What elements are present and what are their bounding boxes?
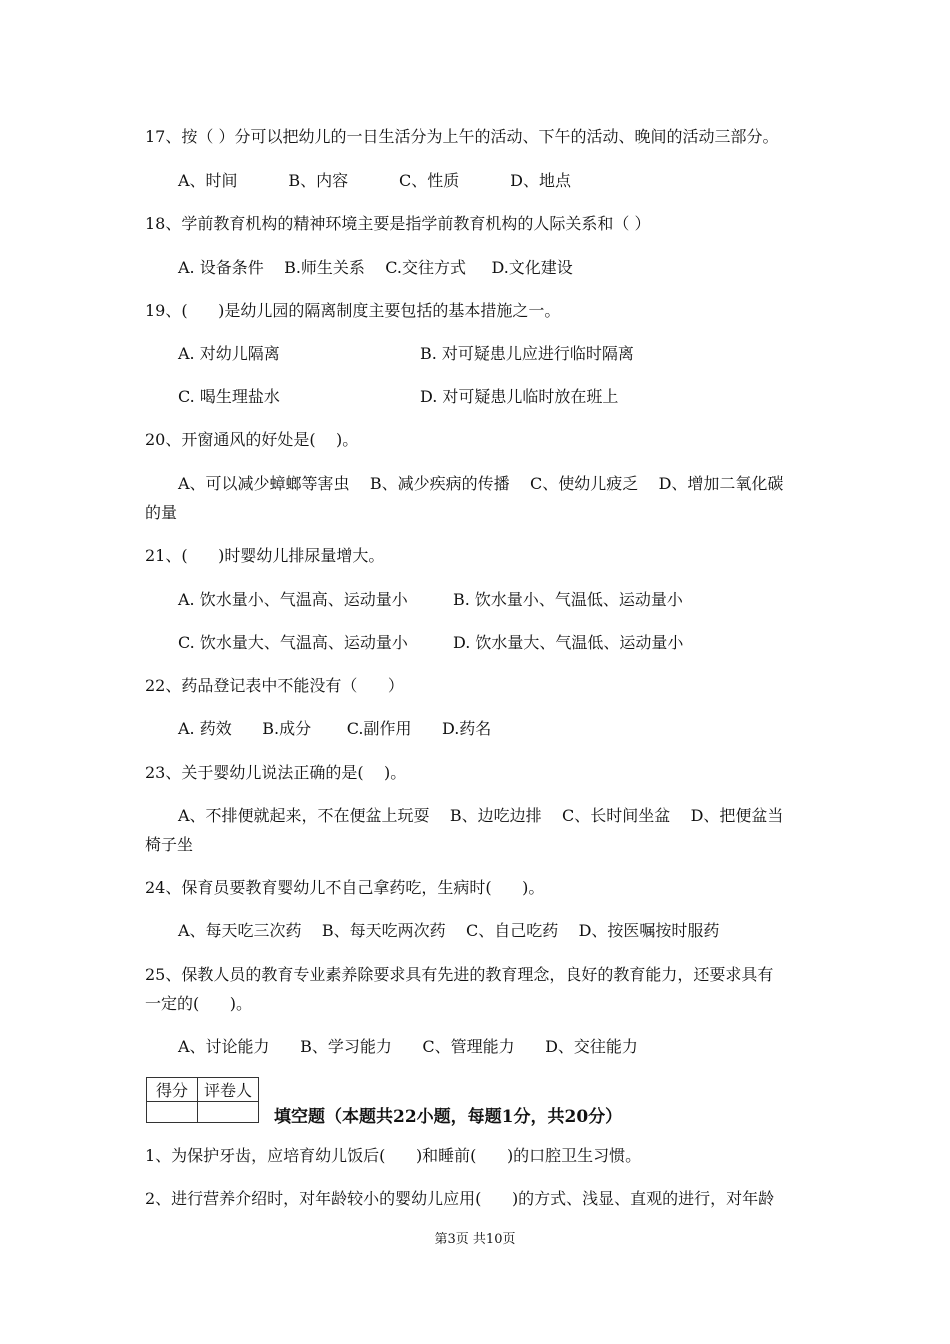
score-box — [146, 1077, 259, 1123]
q20-options: A、可以减少蟑螂等害虫 B、减少疾病的传播 C、使幼儿疲乏 D、增加二氧化碳 — [178, 474, 784, 493]
grader-label: 评卷人 — [198, 1078, 259, 1102]
fill-q1: 1、为保护牙齿，应培育幼儿饭后( )和睡前( )的口腔卫生习惯。 — [145, 1146, 642, 1165]
q19-option-c: C. 喝生理盐水 — [178, 387, 280, 406]
q21-stem: 21、( )时婴幼儿排尿量增大。 — [145, 546, 385, 565]
fill-q2: 2、进行营养介绍时，对年龄较小的婴幼儿应用( )的方式、浅显、直观的进行，对年龄 — [145, 1189, 775, 1208]
q20-options-cont: 的量 — [145, 503, 178, 522]
q25-options: A、讨论能力 B、学习能力 C、管理能力 D、交往能力 — [178, 1037, 638, 1056]
q24-options: A、每天吃三次药 B、每天吃两次药 C、自己吃药 D、按医嘱按时服药 — [178, 921, 720, 940]
q18-stem: 18、学前教育机构的精神环境主要是指学前教育机构的人际关系和（ ） — [145, 214, 651, 233]
grader-cell — [198, 1102, 259, 1123]
q25-stem-cont: 一定的( )。 — [145, 994, 253, 1013]
q22-stem: 22、药品登记表中不能没有（ ） — [145, 676, 404, 695]
q20-stem: 20、开窗通风的好处是( )。 — [145, 430, 359, 449]
score-cell — [147, 1102, 198, 1123]
q19-option-d: D. 对可疑患儿临时放在班上 — [420, 387, 619, 406]
q19-option-a: A. 对幼儿隔离 — [178, 344, 280, 363]
page-footer: 第3页 共10页 — [434, 1232, 516, 1247]
q21-option-d: D. 饮水量大、气温低、运动量小 — [453, 633, 684, 652]
q19-option-b: B. 对可疑患儿应进行临时隔离 — [420, 344, 634, 363]
q21-option-b: B. 饮水量小、气温低、运动量小 — [453, 590, 683, 609]
q25-stem: 25、保教人员的教育专业素养除要求具有先进的教育理念，良好的教育能力，还要求具有 — [145, 965, 774, 984]
q24-stem: 24、保育员要教育婴幼儿不自己拿药吃，生病时( )。 — [145, 878, 545, 897]
q23-options-cont: 椅子坐 — [145, 835, 194, 854]
q22-options: A. 药效 B.成分 C.副作用 D.药名 — [178, 719, 492, 738]
section-title: 填空题（本题共22小题，每题1分，共20分） — [274, 1107, 623, 1127]
q21-option-a: A. 饮水量小、气温高、运动量小 — [178, 590, 408, 609]
q17-options: A、时间 B、内容 C、性质 D、地点 — [178, 171, 571, 190]
score-label: 得分 — [147, 1078, 198, 1102]
q19-stem: 19、( )是幼儿园的隔离制度主要包括的基本措施之一。 — [145, 301, 561, 320]
q21-option-c: C. 饮水量大、气温高、运动量小 — [178, 633, 408, 652]
q17-stem: 17、按（ ）分可以把幼儿的一日生活分为上午的活动、下午的活动、晚间的活动三部分。 — [145, 127, 779, 146]
q18-options: A. 设备条件 B.师生关系 C.交往方式 D.文化建设 — [178, 258, 573, 277]
q23-options: A、不排便就起来，不在便盆上玩耍 B、边吃边排 C、长时间坐盆 D、把便盆当 — [178, 806, 784, 825]
q23-stem: 23、关于婴幼儿说法正确的是( )。 — [145, 763, 407, 782]
